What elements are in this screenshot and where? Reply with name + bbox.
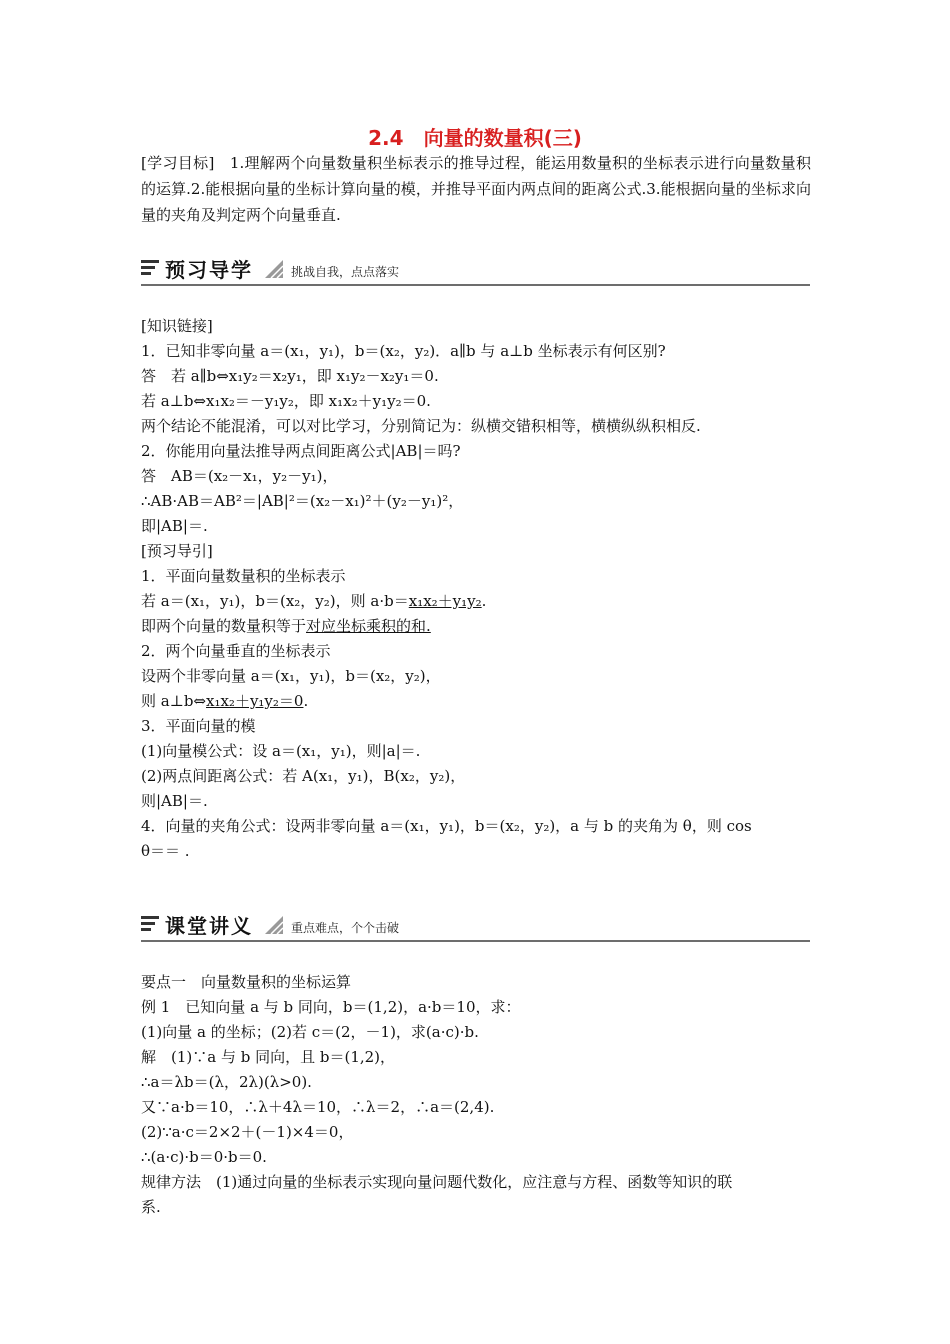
dot-product-formula xyxy=(141,589,811,614)
text-line: 即|AB|＝. xyxy=(141,517,208,535)
text-line: (2)两点间距离公式：若 A(x₁，y₁)，B(x₂，y₂)， xyxy=(141,767,466,785)
stripes-icon xyxy=(141,258,161,278)
section-heading: 课堂讲义 xyxy=(165,914,253,938)
text-line: (1)向量模公式：设 a＝(x₁，y₁)，则|a|＝. xyxy=(141,742,421,760)
text-line: 两个结论不能混淆，可以对比学习，分别简记为：纵横交错积相等，横横纵纵积相反. xyxy=(141,417,701,435)
text-line: ∴a＝λb＝(λ，2λ)(λ>0). xyxy=(141,1073,312,1091)
text-span: . xyxy=(481,592,487,610)
text-line: (2)∵a·c＝2×2＋(－1)×4＝0， xyxy=(141,1123,354,1141)
section-body-lecture xyxy=(141,970,811,1220)
section-banner-preview xyxy=(141,254,810,286)
text-line: [知识链接] xyxy=(141,317,213,335)
text-line: 则|AB|＝. xyxy=(141,792,208,810)
text-line: 2．两个向量垂直的坐标表示 xyxy=(141,642,331,660)
section-rule xyxy=(141,284,810,286)
text-line: 答 AB＝(x₂－x₁，y₂－y₁)， xyxy=(141,467,338,485)
text-line: 要点一 向量数量积的坐标运算 xyxy=(141,973,352,991)
section-body-preview xyxy=(141,314,811,864)
fill-in-answer: x₁x₂＋y₁y₂＝0 xyxy=(206,692,304,710)
section-banner-lecture xyxy=(141,910,810,942)
perpendicular-formula xyxy=(141,689,811,714)
text-line: 3．平面向量的模 xyxy=(141,717,256,735)
section-heading: 预习导学 xyxy=(165,258,253,282)
dot-product-rule xyxy=(141,614,811,639)
stripes-icon xyxy=(141,914,161,934)
text-span: 若 a＝(x₁，y₁)，b＝(x₂，y₂)，则 a·b＝ xyxy=(141,592,409,610)
hatched-triangle-icon xyxy=(265,916,283,934)
text-line: 系. xyxy=(141,1198,161,1216)
text-span: 则 a⊥b⇔ xyxy=(141,692,206,710)
page-title: 2.4 向量的数量积(三) xyxy=(368,126,582,150)
fill-in-answer: 对应坐标乘积的和. xyxy=(306,617,431,635)
text-line: ∴AB·AB＝AB²＝|AB|²＝(x₂－x₁)²＋(y₂－y₁)²， xyxy=(141,492,464,510)
text-line: 4．向量的夹角公式：设两非零向量 a＝(x₁，y₁)，b＝(x₂，y₂)，a 与 b 的夹角为 θ，则 cos xyxy=(141,817,752,835)
text-line: 设两个非零向量 a＝(x₁，y₁)，b＝(x₂，y₂)， xyxy=(141,667,441,685)
text-span: . xyxy=(303,692,309,710)
section-subtitle: 挑战自我，点点落实 xyxy=(291,265,400,279)
text-line: 1．平面向量数量积的坐标表示 xyxy=(141,567,346,585)
fill-in-answer: x₁x₂＋y₁y₂ xyxy=(408,592,482,610)
hatched-triangle-icon xyxy=(265,260,283,278)
text-line: (1)向量 a 的坐标；(2)若 c＝(2，－1)，求(a·c)·b. xyxy=(141,1023,479,1041)
text-line: 解 (1)∵a 与 b 同向，且 b＝(1,2)， xyxy=(141,1048,396,1066)
text-line: 2．你能用向量法推导两点间距离公式|AB|＝吗? xyxy=(141,442,461,460)
text-span: 即两个向量的数量积等于 xyxy=(141,617,307,635)
text-line: ∴(a·c)·b＝0·b＝0. xyxy=(141,1148,267,1166)
text-line: 1．已知非零向量 a＝(x₁，y₁)，b＝(x₂，y₂)．a∥b 与 a⊥b 坐标表示有何区别? xyxy=(141,342,666,360)
text-line: θ＝＝ . xyxy=(141,842,190,860)
text-line: [预习导引] xyxy=(141,542,213,560)
section-subtitle: 重点难点，个个击破 xyxy=(291,921,400,935)
text-line: 规律方法 (1)通过向量的坐标表示实现向量问题代数化，应注意与方程、函数等知识的联 xyxy=(141,1173,733,1191)
text-line: 又∵a·b＝10，∴λ＋4λ＝10，∴λ＝2，∴a＝(2,4). xyxy=(141,1098,495,1116)
text-line: 例 1 已知向量 a 与 b 同向，b＝(1,2)，a·b＝10，求： xyxy=(141,998,521,1016)
learning-objectives: [学习目标] 1.理解两个向量数量积坐标表示的推导过程，能运用数量积的坐标表示进行向量数量积的运算.2.能根据向量的坐标计算向量的模，并推导平面内两点间的距离公式.3.能根据向量的坐标求向量的夹角及判定两个向量垂直. xyxy=(141,154,811,224)
text-line: 若 a⊥b⇔x₁x₂＝－y₁y₂，即 x₁x₂＋y₁y₂＝0. xyxy=(141,392,431,410)
section-rule xyxy=(141,940,810,942)
text-line: 答 若 a∥b⇔x₁y₂＝x₂y₁，即 x₁y₂－x₂y₁＝0. xyxy=(141,367,439,385)
